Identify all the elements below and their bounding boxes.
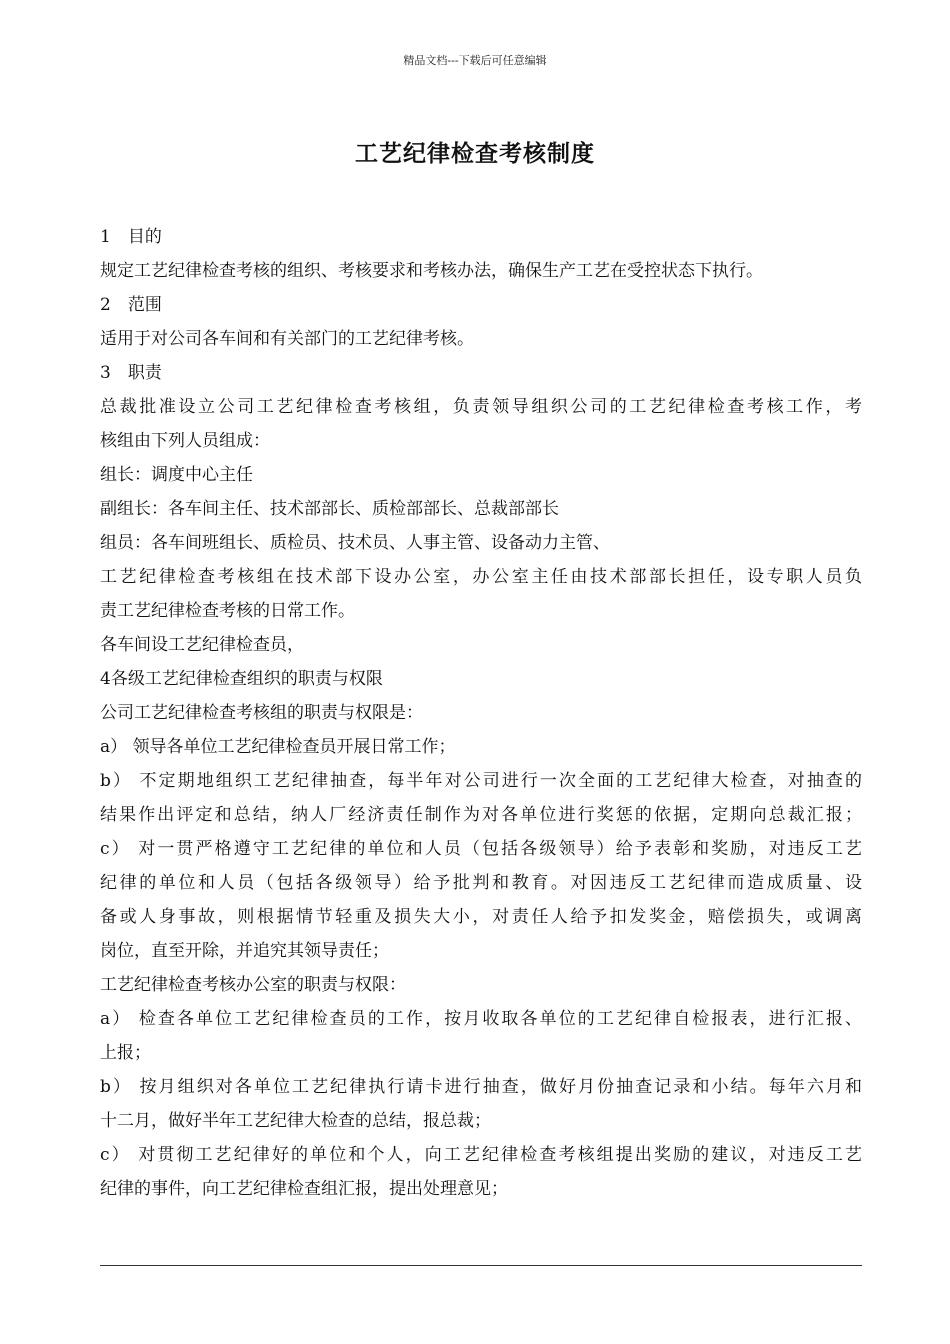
body-line: 1 目的 [100, 227, 162, 247]
body-line: 核组由下列人员组成： [100, 431, 270, 451]
body-line: a） 领导各单位工艺纪律检查员开展日常工作； [100, 737, 456, 757]
page-header-note: 精品文档---下载后可任意编辑 [403, 54, 547, 67]
body-line: 工艺纪律检查考核办公室的职责与权限： [100, 975, 406, 995]
body-line: 纪律的单位和人员（包括各级领导）给予批判和教育。对因违反工艺纪律而造成质量、设 [100, 873, 862, 893]
body-line: 总裁批准设立公司工艺纪律检查考核组，负责领导组织公司的工艺纪律检查考核工作，考 [100, 397, 862, 417]
body-line: c） 对一贯严格遵守工艺纪律的单位和人员（包括各级领导）给予表彰和奖励，对违反工艺 [100, 839, 862, 859]
body-line: 工艺纪律检查考核组在技术部下设办公室，办公室主任由技术部部长担任，设专职人员负 [100, 567, 862, 587]
body-line: 十二月，做好半年工艺纪律大检查的总结，报总裁； [100, 1111, 491, 1131]
body-line: 公司工艺纪律检查考核组的职责与权限是： [100, 703, 423, 723]
footer-divider [100, 1265, 862, 1266]
body-line: 责工艺纪律检查考核的日常工作。 [100, 601, 355, 621]
body-line: 4各级工艺纪律检查组织的职责与权限 [100, 669, 383, 689]
body-line: b） 按月组织对各单位工艺纪律执行请卡进行抽查，做好月份抽查记录和小结。每年六月和 [100, 1077, 862, 1097]
body-line: 组员：各车间班组长、质检员、技术员、人事主管、设备动力主管、 [100, 533, 610, 553]
body-line: 备或人身事故，则根据情节轻重及损失大小，对责任人给予扣发奖金，赔偿损失，或调离 [100, 907, 862, 927]
body-line: 岗位，直至开除，并追究其领导责任； [100, 941, 389, 961]
body-line: c） 对贯彻工艺纪律好的单位和个人，向工艺纪律检查考核组提出奖励的建议，对违反工艺 [100, 1145, 862, 1165]
body-line: 3 职责 [100, 363, 162, 383]
document-body [100, 220, 862, 1206]
body-line: 适用于对公司各车间和有关部门的工艺纪律考核。 [100, 329, 474, 349]
body-line: 2 范围 [100, 295, 162, 315]
body-line: 上报； [100, 1043, 151, 1063]
body-line: 规定工艺纪律检查考核的组织、考核要求和考核办法，确保生产工艺在受控状态下执行。 [100, 261, 763, 281]
body-line: b） 不定期地组织工艺纪律抽查，每半年对公司进行一次全面的工艺纪律大检查，对抽查的 [100, 771, 862, 791]
body-line: 各车间设工艺纪律检查员， [100, 635, 304, 655]
body-line: a） 检查各单位工艺纪律检查员的工作，按月收取各单位的工艺纪律自检报表，进行汇报、 [100, 1009, 862, 1029]
body-line: 副组长：各车间主任、技术部部长、质检部部长、总裁部部长 [100, 499, 559, 519]
document-title: 工艺纪律检查考核制度 [355, 140, 595, 167]
body-line: 纪律的事件，向工艺纪律检查组汇报，提出处理意见； [100, 1179, 508, 1199]
body-line: 组长：调度中心主任 [100, 465, 253, 485]
body-line: 结果作出评定和总结，纳人厂经济责任制作为对各单位进行奖惩的依据，定期向总裁汇报； [100, 805, 862, 825]
